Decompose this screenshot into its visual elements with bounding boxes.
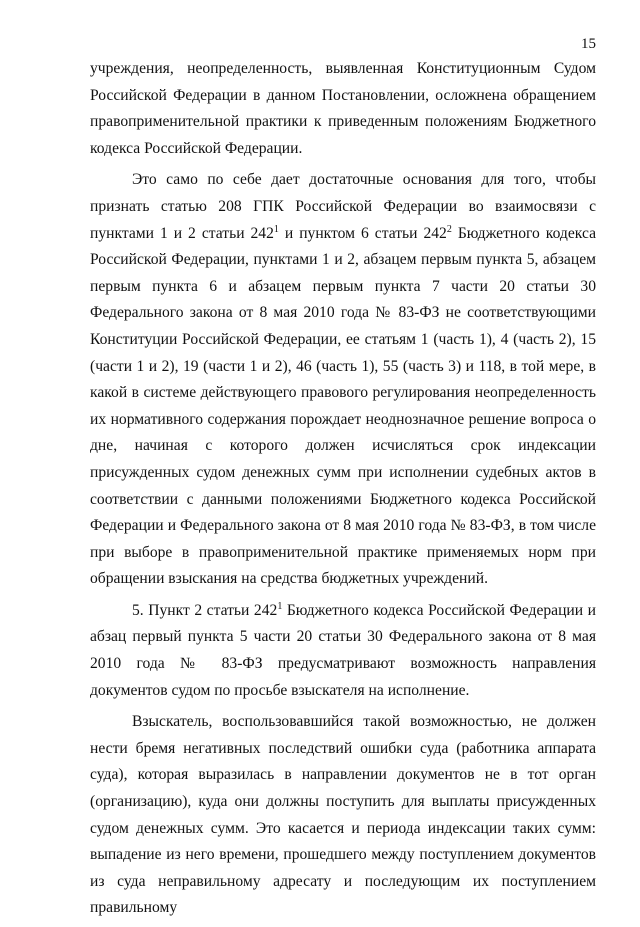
paragraph-2 xyxy=(90,167,596,593)
document-body xyxy=(90,56,596,927)
paragraph-text: Бюджетного кодекса Российской Федерации, пунктами 1 и 2, абзацем первым пункта 5, абзацем первым пункта 6 и абзацем первым пункта 7 части 20 статьи 30 Федерального закона от 8 мая 2010 года № 83-ФЗ не соответствующими Конституции Российской Федерации, ее статьям 1 (часть 1), 4 (часть 2), 15 (части 1 и 2), 19 (части 1 и 2), 46 (часть 1), 55 (часть 3) и 118, в той мере, в какой в системе действующего правового регулирования неопределенность их нормативного содержания порождает неоднозначное решение вопроса о дне, начиная с которого должен исчисляться срок индексации присужденных судом денежных сумм при исполнении судебных актов в соответствии с данными положениями Бюджетного кодекса Российской Федерации и Федерального закона от 8 мая 2010 года № 83-ФЗ, в том числе при выборе в правоприменительной практике применяемых норм при обращении взыскания на средства бюджетных учреждений. xyxy=(90,224,597,588)
paragraph-4 xyxy=(90,709,596,922)
paragraph-3 xyxy=(90,598,596,704)
paragraph-text: и пунктом 6 статьи 242 xyxy=(278,224,447,242)
paragraph-text: Это само по себе дает достаточные основания для того, чтобы признать статью 208 ГПК Российской Федерации во взаимосвязи с пунктами 1 и 2 статьи 242 xyxy=(90,171,596,242)
paragraph-text: Взыскатель, воспользовавшийся такой возможностью, не должен нести бремя негативных последствий ошибки суда (работника аппарата суда), которая выразилась в направлении документов не в тот орган (организацию), куда они должны поступить для выплаты присужденных судом денежных сумм. Это касается и периода индексации таких сумм: выпадение из него времени, прошедшего между поступлением документов из суда неправильному адресату и последующим их поступлением правильному xyxy=(90,713,596,917)
paragraph-text: 5. Пункт 2 статьи 242 xyxy=(132,601,278,619)
page-number: 15 xyxy=(581,36,596,52)
paragraph-1 xyxy=(90,56,596,162)
superscript: 1 xyxy=(273,223,279,235)
paragraph-text: учреждения, неопределенность, выявленная Конституционным Судом Российской Федерации в данном Постановлении, осложнена обращением правоприменительной практики к приведенным положениям Бюджетного кодекса Российской Федерации. xyxy=(90,60,596,157)
paragraph-text: Бюджетного кодекса Российской Федерации и абзац первый пункта 5 части 20 статьи 30 Федерального закона от 8 мая 2010 года № 83-ФЗ предусматривают возможность направления документов судом по просьбе взыскателя на исполнение. xyxy=(90,601,596,699)
superscript: 2 xyxy=(446,223,452,235)
superscript: 1 xyxy=(277,600,283,612)
